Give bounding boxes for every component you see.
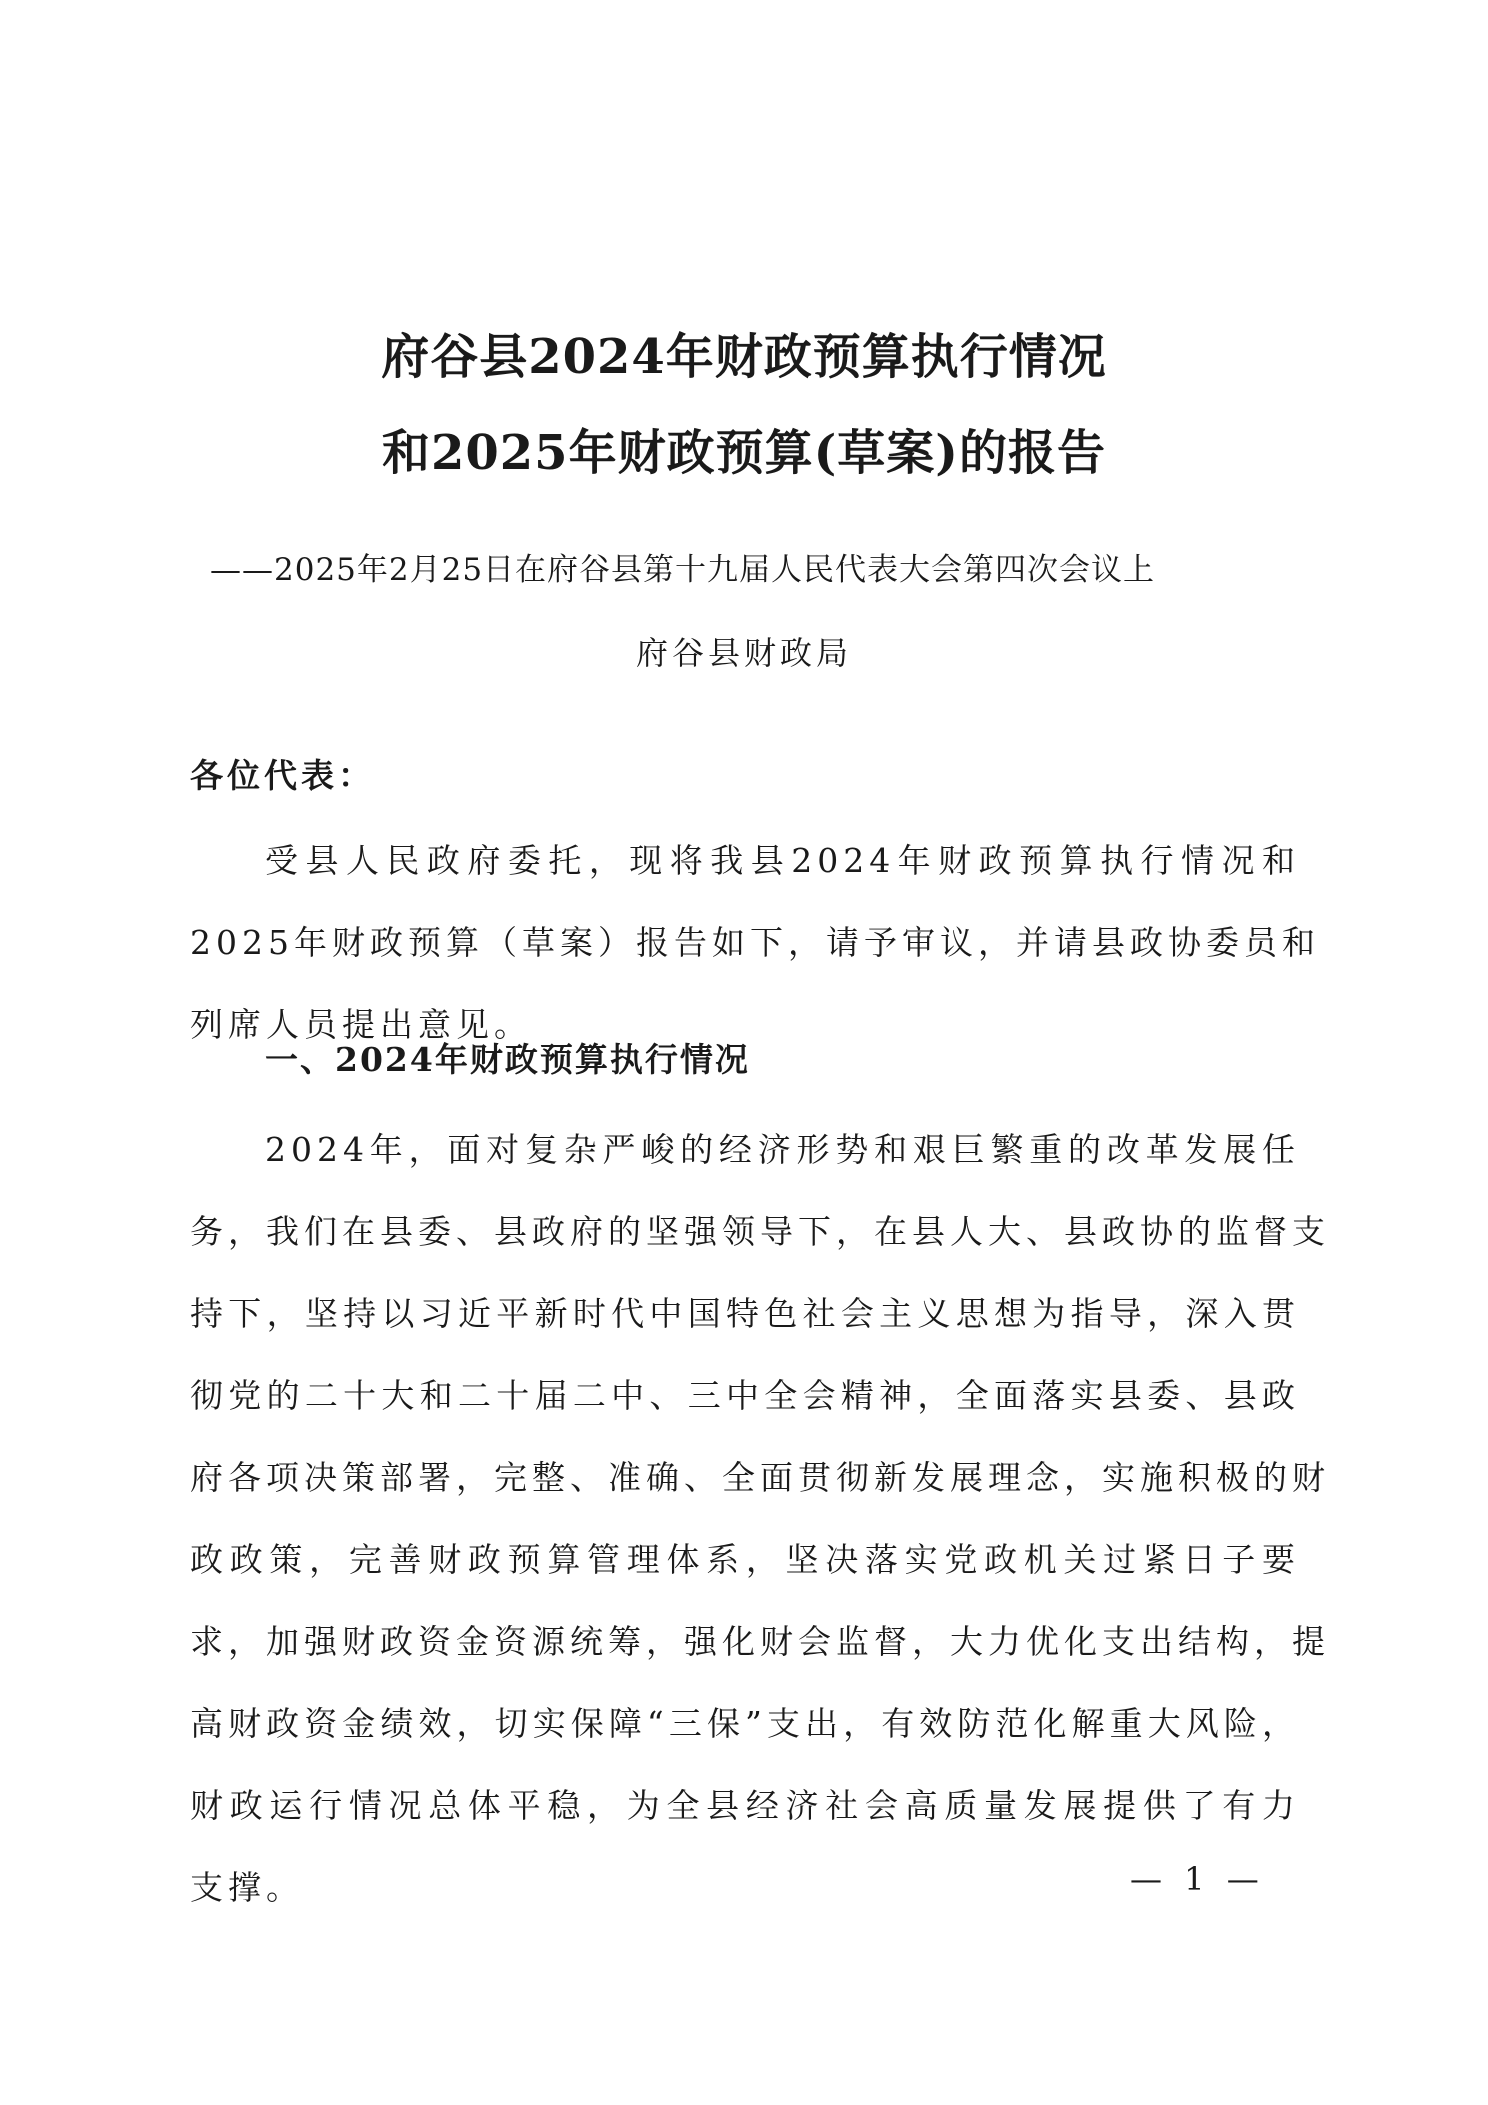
report-title-line2: 和2025年财政预算(草案)的报告: [381, 425, 1107, 481]
section1-paragraph: [190, 1109, 1330, 1929]
paragraph-line: 列席人员提出意见。: [190, 1005, 532, 1044]
paragraph-line: 受县人民政府委托，现将我县2024年财政预算执行情况和: [265, 841, 1300, 880]
paragraph-line: 求，加强财政资金资源统筹，强化财会监督，大力优化支出结构，提: [190, 1622, 1330, 1661]
paragraph-line: 2024年，面对复杂严峻的经济形势和艰巨繁重的改革发展任: [265, 1130, 1300, 1169]
paragraph-line: 务，我们在县委、县政府的坚强领导下，在县人大、县政协的监督支: [190, 1212, 1330, 1251]
paragraph-line: 财政运行情况总体平稳，为全县经济社会高质量发展提供了有力: [190, 1786, 1300, 1825]
paragraph-line: 府各项决策部署，完整、准确、全面贯彻新发展理念，实施积极的财: [190, 1458, 1330, 1497]
paragraph-line: 政政策，完善财政预算管理体系，坚决落实党政机关过紧日子要: [190, 1540, 1300, 1579]
page-number: — 1 —: [1130, 1860, 1265, 1898]
paragraph-line: 持下，坚持以习近平新时代中国特色社会主义思想为指导，深入贯: [190, 1294, 1300, 1333]
report-subtitle: ——2025年2月25日在府谷县第十九届人民代表大会第四次会议上: [210, 552, 1156, 588]
paragraph-line: 支撑。: [190, 1868, 304, 1907]
issuing-authority: 府谷县财政局: [635, 634, 852, 672]
paragraph-line: 彻党的二十大和二十届二中、三中全会精神，全面落实县委、县政: [190, 1376, 1300, 1415]
section-heading: 一、2024年财政预算执行情况: [265, 1040, 750, 1079]
salutation: 各位代表：: [190, 756, 375, 795]
intro-paragraph: [190, 820, 1320, 1066]
report-title-line1: 府谷县2024年财政预算执行情况: [381, 329, 1107, 385]
paragraph-line: 2025年财政预算（草案）报告如下，请予审议，并请县政协委员和: [190, 923, 1320, 962]
paragraph-line: 高财政资金绩效，切实保障“三保”支出，有效防范化解重大风险，: [190, 1704, 1300, 1743]
